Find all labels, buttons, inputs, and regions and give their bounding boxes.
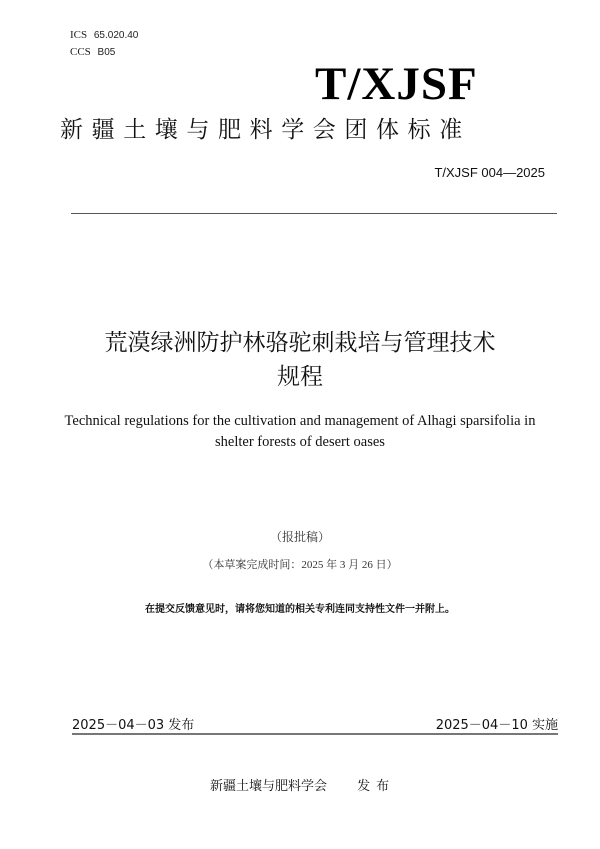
ccs-label: CCS: [70, 46, 91, 58]
ccs-line: [70, 44, 138, 61]
organization-code: T/XJSF: [315, 58, 478, 110]
ccs-code: B05: [97, 47, 116, 58]
title-en-line-1: Technical regulations for the cultivation and management of Alhagi sparsifolia in: [64, 413, 536, 429]
ics-label: ICS: [70, 29, 88, 41]
ics-line: [70, 27, 138, 44]
classification-codes: [70, 27, 138, 61]
organization-standard-title: 新疆土壤与肥料学会团体标准: [60, 117, 471, 143]
issue-label: 发布: [357, 779, 396, 794]
publisher-name: 新疆土壤与肥料学会: [210, 779, 328, 794]
publish-date: 2025－04－03 发布: [72, 718, 195, 733]
bottom-divider: [72, 733, 558, 735]
title-cn-line-1: 荒漠绿洲防护林骆驼刺栽培与管理技术: [104, 330, 496, 356]
ics-code: 65.020.40: [93, 30, 139, 41]
standard-number: T/XJSF 004—2025: [434, 165, 545, 180]
document-title-english: [40, 411, 560, 453]
title-cn-line-2: 规程: [277, 364, 323, 390]
publisher-line: [210, 775, 395, 794]
draft-stage: （报批稿）: [269, 530, 330, 544]
implement-date: 2025－04－10 实施: [435, 718, 558, 733]
title-en-line-2: shelter forests of desert oases: [215, 434, 385, 450]
document-title-chinese: [40, 326, 560, 394]
patent-notice: 在提交反馈意见时，请将您知道的相关专利连同支持性文件一并附上。: [145, 604, 455, 615]
draft-completion-date: （本草案完成时间：2025 年 3 月 26 日）: [202, 559, 398, 571]
top-divider: [71, 213, 557, 214]
